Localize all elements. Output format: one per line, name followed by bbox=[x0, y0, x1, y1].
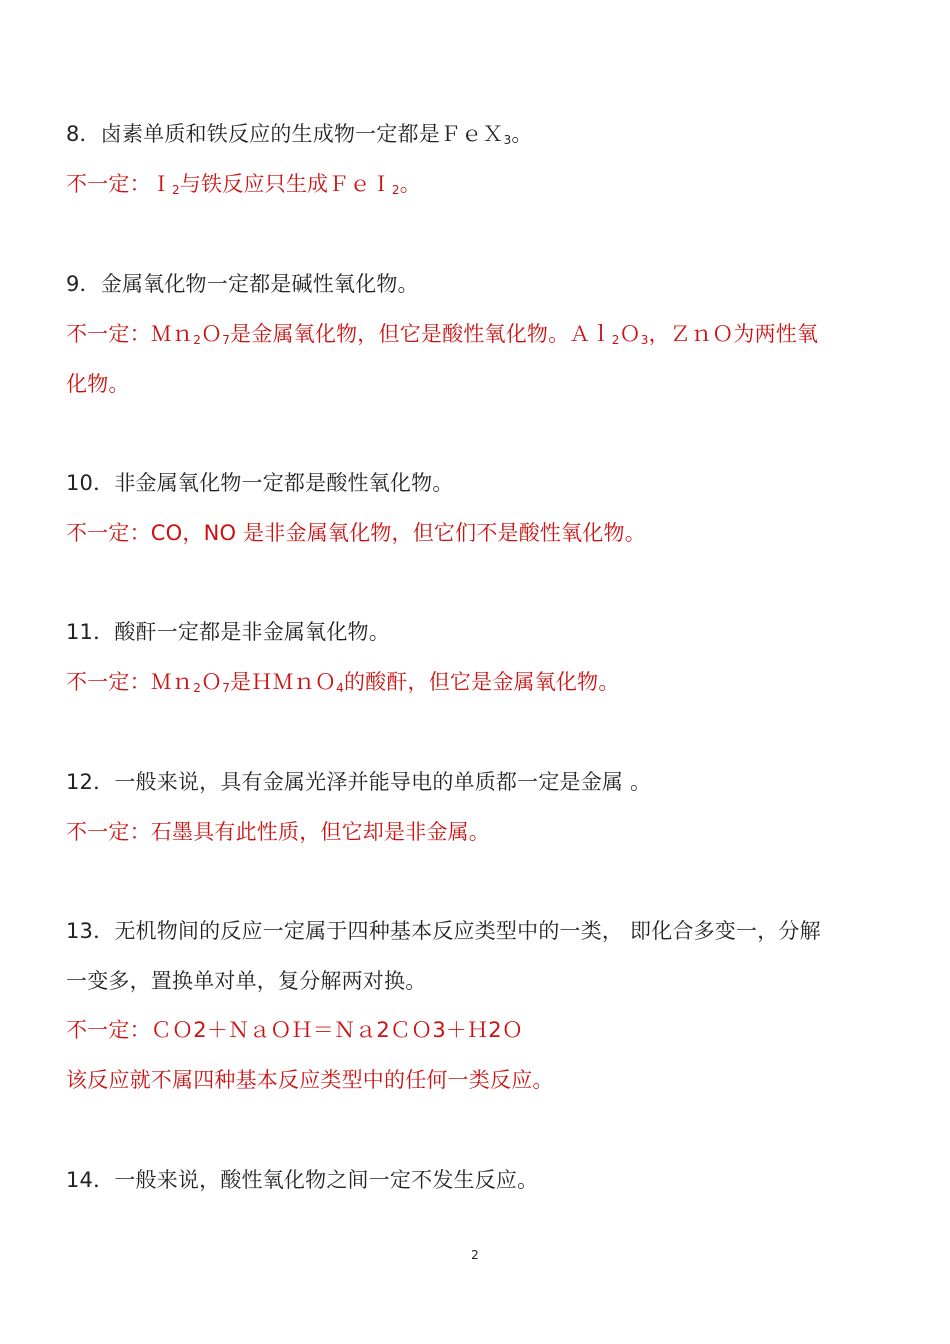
answer-9-part: Ｏ bbox=[619, 322, 641, 346]
answer-11-part: Ｏ bbox=[201, 670, 223, 694]
subscript: 3 bbox=[640, 333, 649, 347]
subscript: 2 bbox=[193, 333, 202, 347]
answer-10: 不一定：CO，NO 是非金属氧化物，但它们不是酸性氧化物。 bbox=[66, 521, 646, 545]
subscript: 3 bbox=[503, 133, 512, 147]
question-9: 9．金属氧化物一定都是碱性氧化物。 bbox=[66, 272, 419, 296]
answer-8-text-2: 与铁反应只生成ＦｅＩ bbox=[179, 172, 392, 196]
answer-11-part: 的酸酐，但它是金属氧化物。 bbox=[343, 670, 620, 694]
question-14: 14．一般来说，酸性氧化物之间一定不发生反应。 bbox=[66, 1168, 539, 1192]
subscript: 7 bbox=[222, 333, 231, 347]
subscript: 7 bbox=[222, 681, 231, 695]
subscript: 4 bbox=[336, 681, 344, 695]
question-13-line-1: 13．无机物间的反应一定属于四种基本反应类型中的一类， 即化合多变一，分解 bbox=[66, 919, 821, 943]
answer-9-part: 不一定：Ｍｎ bbox=[66, 322, 194, 346]
answer-11 bbox=[66, 668, 620, 696]
answer-8-end: 。 bbox=[399, 172, 421, 196]
answer-13-explanation: 该反应就不属四种基本反应类型中的任何一类反应。 bbox=[66, 1068, 554, 1092]
subscript: 2 bbox=[172, 183, 180, 197]
answer-12: 不一定：石墨具有此性质，但它却是非金属。 bbox=[66, 820, 490, 844]
answer-11-part: 是ＨＭｎＯ bbox=[230, 670, 337, 694]
answer-9-part: 是金属氧化物，但它是酸性氧化物。Ａｌ bbox=[230, 322, 612, 346]
question-11: 11．酸酐一定都是非金属氧化物。 bbox=[66, 620, 390, 644]
question-8 bbox=[66, 120, 533, 148]
subscript: 2 bbox=[391, 183, 400, 197]
answer-8 bbox=[66, 170, 421, 198]
subscript: 2 bbox=[193, 681, 202, 695]
answer-9-line-1 bbox=[66, 320, 818, 348]
answer-9-part: ，ＺｎＯ为两性氧 bbox=[648, 322, 819, 346]
question-8-text: 8．卤素单质和铁反应的生成物一定都是ＦｅＸ bbox=[66, 122, 504, 146]
question-10: 10．非金属氧化物一定都是酸性氧化物。 bbox=[66, 471, 454, 495]
question-12: 12．一般来说，具有金属光泽并能导电的单质都一定是金属 。 bbox=[66, 770, 652, 794]
page-number: 2 bbox=[471, 1248, 479, 1262]
answer-11-part: 不一定：Ｍｎ bbox=[66, 670, 194, 694]
answer-8-text: 不一定：Ｉ bbox=[66, 172, 172, 196]
answer-9-line-2: 化物。 bbox=[66, 372, 130, 396]
answer-9-part: Ｏ bbox=[201, 322, 223, 346]
question-13-line-2: 一变多，置换单对单，复分解两对换。 bbox=[66, 969, 427, 993]
subscript: 2 bbox=[611, 333, 620, 347]
question-8-end: 。 bbox=[511, 122, 533, 146]
answer-13-equation: 不一定：ＣＯ2＋ＮａＯＨ＝Ｎａ2ＣＯ3＋Ｈ2Ｏ bbox=[66, 1018, 524, 1042]
